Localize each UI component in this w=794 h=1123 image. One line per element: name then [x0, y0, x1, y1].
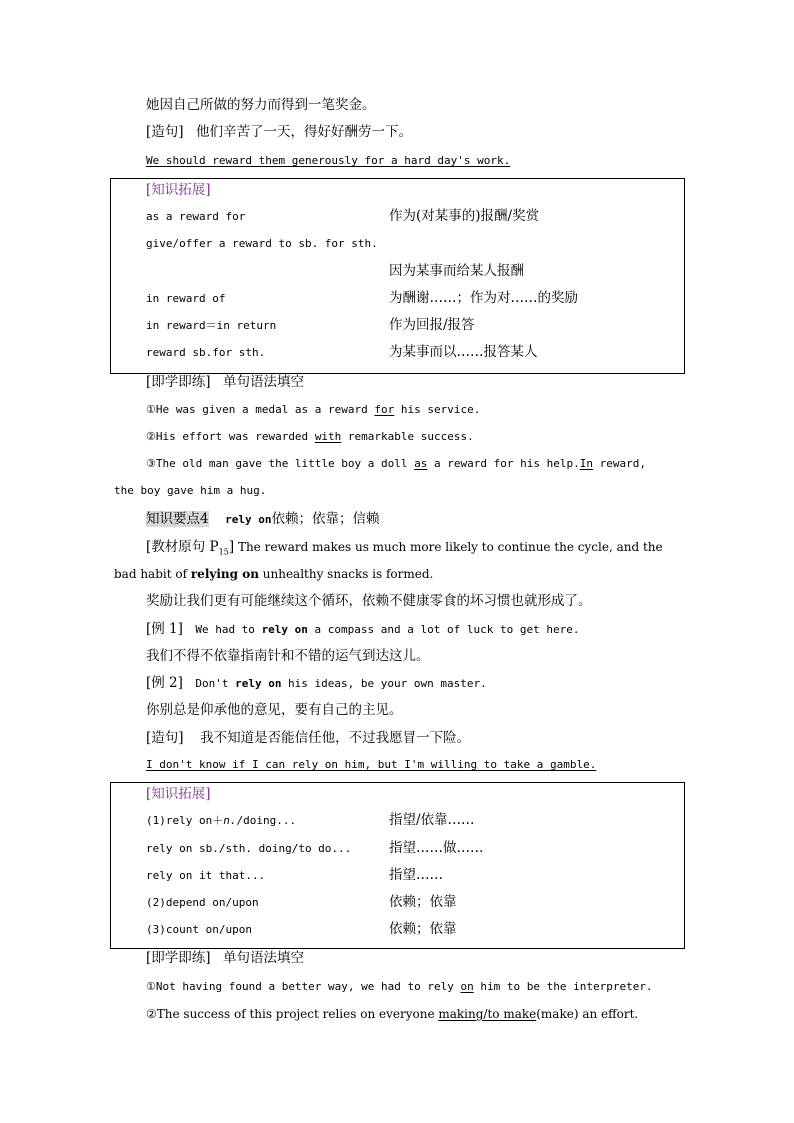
example-1 [146, 621, 579, 638]
exercise-header [146, 374, 304, 391]
box-title: [知识拓展] [146, 786, 211, 802]
item-text: his service. [394, 403, 481, 416]
example-1-translation: 我们不得不依靠指南针和不错的运气到达这儿。 [146, 648, 430, 664]
exercise-item [146, 1006, 638, 1022]
item-text: ①Not having found a better way, we had to rely [146, 980, 461, 993]
box-row-en: in reward of [146, 292, 226, 305]
item-text: (make) an effort. [536, 1007, 639, 1021]
fill-answer: on [460, 980, 474, 993]
zaoju-label: [造句] [146, 124, 184, 140]
exercise-title: 单句语法填空 [222, 950, 304, 966]
exercise-label: [即学即练] [146, 950, 211, 966]
box-row-zh: 依赖；依靠 [389, 921, 457, 937]
box-row-zh: 指望/依靠…… [389, 812, 475, 828]
exercise-item [146, 402, 480, 418]
box-title: [知识拓展] [146, 182, 211, 198]
example-text: We had to rely on a compass and a lot of luck to get here. [195, 623, 580, 636]
item-text: remarkable success. [341, 430, 474, 443]
keyword-meaning: 依赖；依靠；信赖 [271, 511, 380, 527]
box-row-en: rely on sb./sth. doing/to do... [146, 842, 352, 855]
box-row-zh: 作为回报/报答 [389, 317, 475, 333]
fill-answer: making/to make [438, 1007, 537, 1021]
exercise-label: [即学即练] [146, 374, 211, 390]
box-row-en: give/offer a reward to sb. for sth. [146, 237, 378, 250]
box-row-zh: 为某事而以……报答某人 [389, 344, 538, 360]
example-2 [146, 675, 487, 692]
exercise-header [146, 950, 304, 967]
textbook-label: [教材原句 $P_{15}$] [146, 539, 235, 557]
box-row-en: (1)rely on＋n./doing... [146, 814, 297, 827]
item-text: ②The success of this project relies on everyone [146, 1007, 439, 1021]
item-text: him to be the interpreter. [473, 980, 653, 993]
box-row-en: as a reward for [146, 210, 246, 223]
exercise-item [146, 979, 653, 995]
fill-answer: for [374, 403, 395, 416]
keyword: rely on [225, 513, 272, 526]
exercise-item [146, 429, 474, 445]
box-row-zh: 依赖；依靠 [389, 894, 457, 910]
zaoju-line [146, 730, 470, 747]
fill-answer: In [579, 457, 593, 470]
box-row-en: (3)count on/upon [146, 923, 252, 936]
box-row-zh: 因为某事而给某人报酬 [389, 263, 524, 279]
box-row-zh: 指望……做…… [389, 840, 484, 856]
fill-answer: as [414, 457, 428, 470]
textbook-sentence [146, 539, 663, 561]
sentence-translation: 她因自己所做的努力而得到一笔奖金。 [146, 97, 376, 113]
box-row-zh: 为酬谢……；作为对……的奖励 [389, 290, 578, 306]
item-text: ②His effort was rewarded [146, 430, 315, 443]
textbook-translation: 奖励让我们更有可能继续这个循环，依赖不健康零食的坏习惯也就形成了。 [146, 593, 592, 609]
item-text: reward, [592, 457, 646, 470]
box-row-zh: 指望…… [389, 867, 443, 883]
example-label: [例 2] [146, 675, 183, 691]
item-text: ③The old man gave the little boy a doll [146, 457, 415, 470]
item-text: ①He was given a medal as a reward [146, 403, 375, 416]
exercise-item-cont: the boy gave him a hug. [114, 484, 267, 497]
zaoju-answer: I don't know if I can rely on him, but I'm willing to take a gamble. [146, 758, 597, 771]
exercise-title: 单句语法填空 [222, 374, 304, 390]
example-label: [例 1] [146, 621, 183, 637]
zaoju-label: [造句] [146, 730, 184, 746]
box-row-zh: 作为(对某事的)报酬/奖赏 [389, 208, 540, 224]
exercise-item [146, 456, 646, 472]
box-row-en: (2)depend on/upon [146, 896, 259, 909]
zaoju-prompt: 我不知道是否能信任他，不过我愿冒一下险。 [200, 730, 471, 746]
box-row-en: in reward＝in return [146, 319, 277, 332]
knowledge-point-header [146, 511, 379, 528]
zaoju-line [146, 124, 412, 141]
zaoju-answer: We should reward them generously for a hard day's work. [146, 154, 511, 167]
example-text: Don't rely on his ideas, be your own master. [195, 677, 487, 690]
item-text: a reward for his help. [427, 457, 580, 470]
textbook-sentence-cont: bad habit of relying on unhealthy snacks is formed. [114, 567, 434, 581]
knowledge-point-tag: 知识要点4 [146, 511, 209, 527]
example-2-translation: 你别总是仰承他的意见，要有自己的主见。 [146, 702, 403, 718]
fill-answer: with [314, 430, 342, 443]
zaoju-prompt: 他们辛苦了一天，得好好酬劳一下。 [195, 124, 412, 140]
textbook-text: The reward makes us much more likely to continue the cycle, and the [234, 540, 663, 554]
box-row-en: rely on it that... [146, 869, 266, 882]
box-row-en: reward sb.for sth. [146, 346, 266, 359]
